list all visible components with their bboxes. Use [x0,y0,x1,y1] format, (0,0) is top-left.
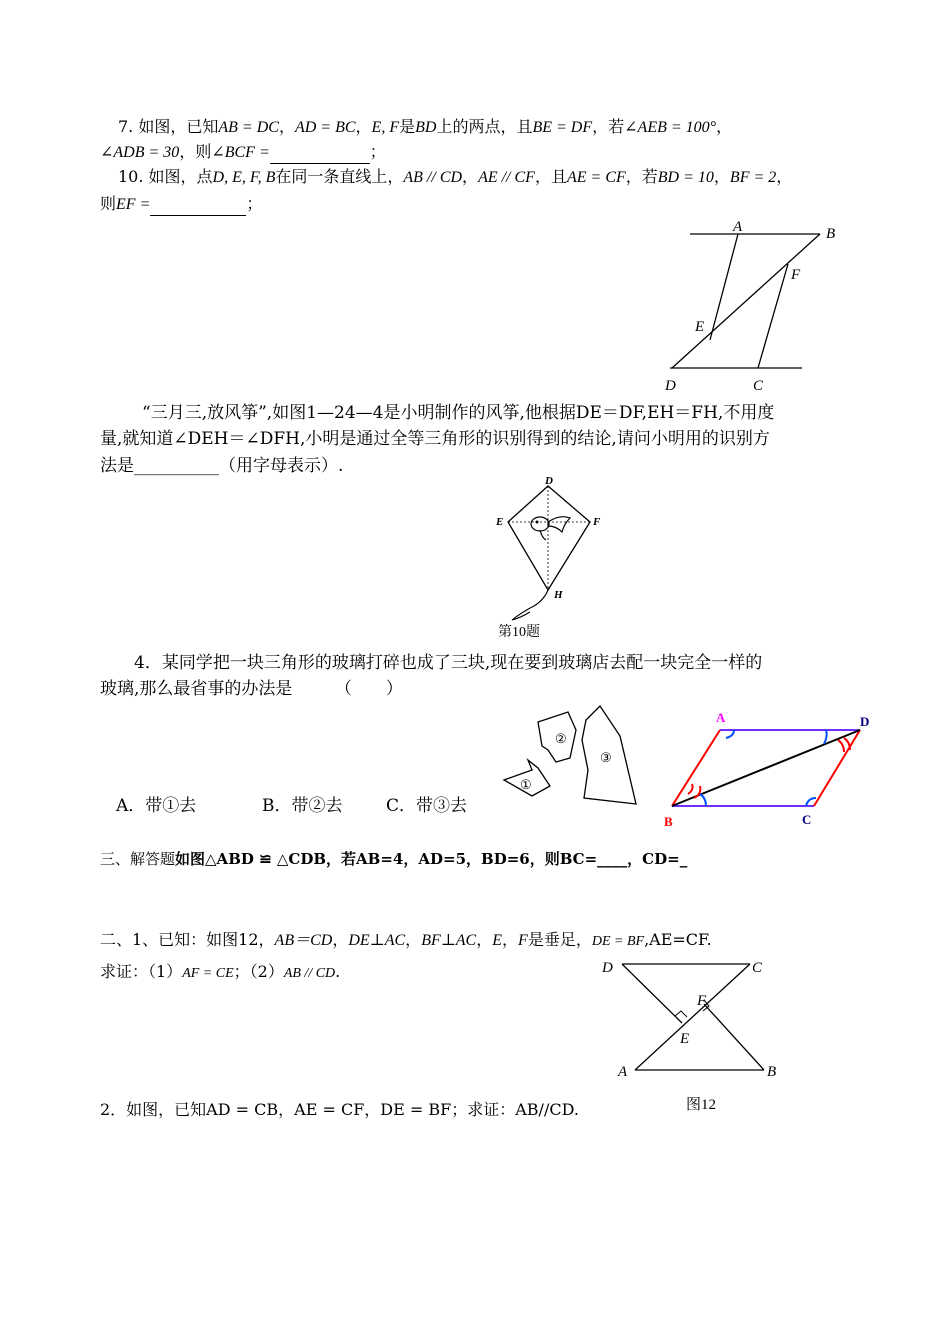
angle-bdc-mark-1 [838,740,844,752]
label-b: B [826,226,836,242]
figure-q10 [660,218,860,396]
q10-line1: 10. 如图，点D, E, F, B在同一条直线上，AB // CD，AE // CF，且AE = CF，若BD = 10，BF = 2， [118,167,793,186]
figure-glass-pieces [492,700,652,810]
kite-outline [508,486,590,590]
segment-ae [710,234,738,340]
kite-string [512,590,548,620]
right-angle-e [675,1011,687,1017]
figure-kite [490,472,620,652]
q7-line2: ∠ADB = 30，则∠BCF = ； [100,141,386,164]
kite-label-f: F [593,516,601,528]
para-label-c: C [802,812,812,827]
para-label-b: B [664,814,673,829]
label-f: F [791,267,801,283]
kite-label-e: E [496,516,504,528]
glass-label-1: ① [520,777,532,792]
kite-label-d: D [545,475,553,487]
fig12-caption: 图12 [686,1097,717,1113]
q10-line2: 则EF = ； [100,193,262,216]
angle-bdc-mark-2 [844,738,850,750]
section3-line: 三、解答题如图△ABD ≌ △CDB，若AB=4，AD=5，BD=6，则BC=____，CD=_ [100,850,688,868]
kite-caption: 第10题 [498,625,540,640]
proof1-line1: 二、1、已知：如图12，AB＝CD，DE⊥AC，BF⊥AC，E，F是垂足，DE = BF,AE=CF. [100,930,712,949]
figure-parallelogram [660,708,880,832]
figure-12 [600,952,800,1122]
kite-line1: “三月三,放风筝”,如图1—24—4是小明制作的风筝,他根据DE＝DF,EH＝FH,不用度 [142,403,775,423]
option-b[interactable]: B．带②去 [262,796,343,816]
angle-dbc-mark [700,794,706,806]
label-c: C [753,378,764,394]
proof1-line2: 求证：（1）AF = CE；（2）AB // CD. [100,962,341,981]
line-db [672,234,820,368]
side-ab [672,730,720,806]
fig12-label-f: F [697,993,707,1009]
kite-line2: 量,就知道∠DEH＝∠DFH,小明是通过全等三角形的识别得到的结论,请问小明用的识别方 [100,429,770,449]
fig12-label-a: A [618,1064,628,1080]
angle-abd-mark-1 [688,784,693,794]
glass-line1: 4．某同学把一块三角形的玻璃打碎也成了三块,现在要到玻璃店去配一块完全一样的 [134,653,763,673]
kite-label-h: H [554,589,563,601]
glass-label-3: ③ [600,750,612,765]
segment-de [622,964,682,1023]
para-label-a: A [716,710,726,725]
proof2-line: 2．如图，已知AD = CB，AE = CF，DE = BF；求证：AB//CD. [100,1100,579,1119]
goldfish-icon [531,517,570,540]
label-a: A [733,219,743,235]
para-label-d: D [860,714,870,729]
q7-line1: 7. 如图，已知AB = DC，AD = BC，E, F是BD上的两点，且BE = DF，若∠AEB = 100°， [118,117,733,136]
kite-line3: 法是__________（用字母表示）. [100,456,344,476]
segment-cf [758,264,788,368]
angle-a-mark [726,730,734,738]
q7-answer-blank[interactable] [270,141,370,164]
option-a[interactable]: A．带①去 [116,796,197,816]
glass-label-2: ② [555,731,567,746]
segment-ac [635,964,750,1070]
option-c[interactable]: C．带③去 [386,796,468,816]
fig12-label-d: D [602,960,613,976]
side-cd [814,730,860,806]
fig12-label-e: E [680,1031,690,1047]
fig12-label-c: C [752,960,763,976]
glass-line2: 玻璃,那么最省事的办法是 （ ） [100,679,403,699]
segment-bf [704,1004,764,1070]
q10-answer-blank[interactable] [150,193,246,216]
angle-bda-mark [824,730,827,744]
label-e: E [695,319,705,335]
fig12-label-b: B [767,1064,777,1080]
label-d: D [665,378,676,394]
